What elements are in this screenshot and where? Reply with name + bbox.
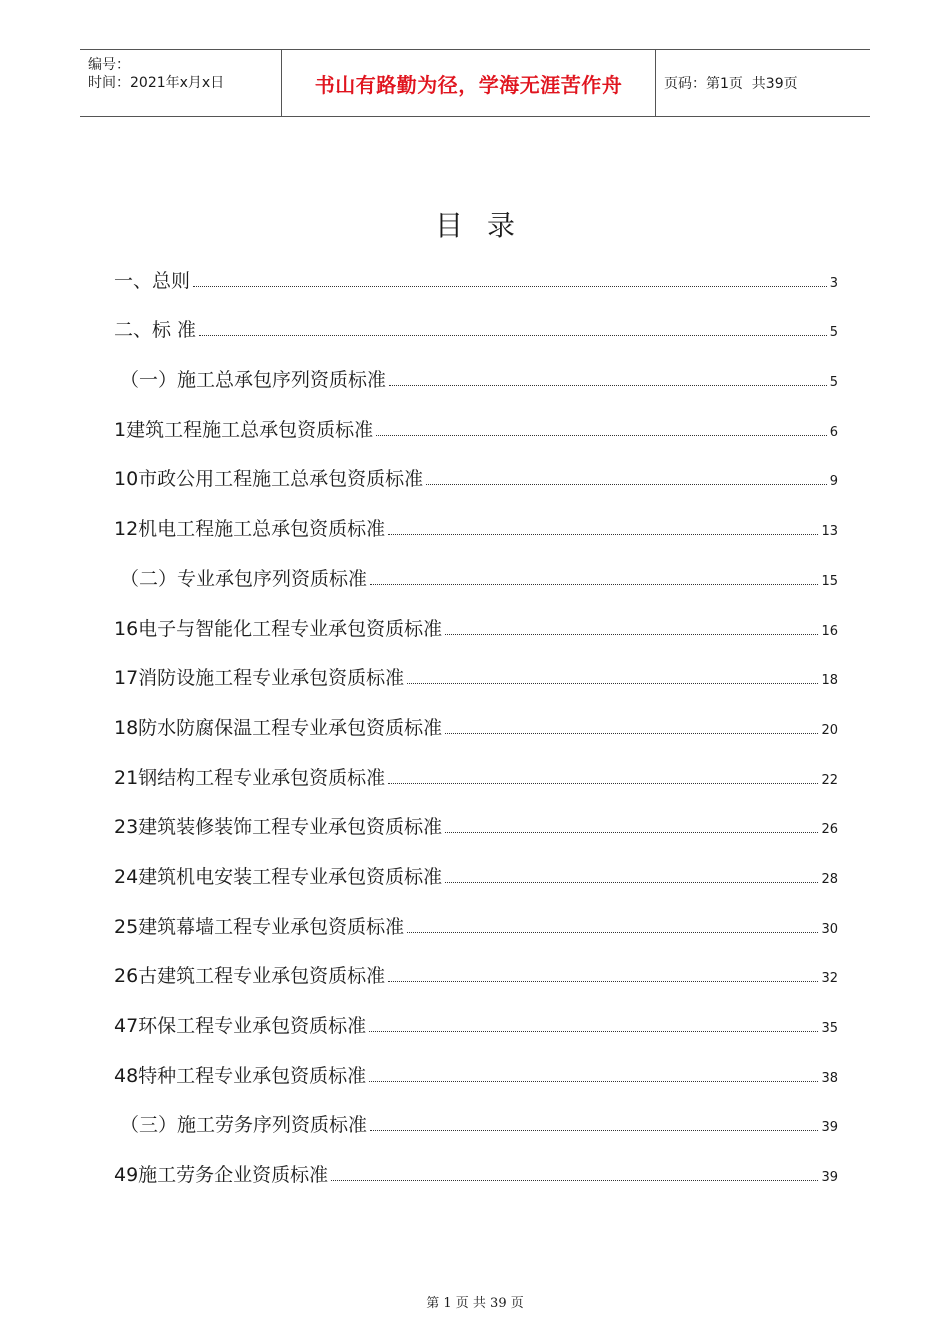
toc-dot-leader — [389, 384, 827, 386]
toc-dot-leader — [199, 334, 827, 336]
header-motto: 书山有路勤为径，学海无涯苦作舟 — [314, 72, 623, 97]
toc-entry-page: 5 — [829, 325, 838, 341]
toc-entry-text: 23建筑装修装饰工程专业承包资质标准 — [114, 816, 443, 839]
toc-entry-text: 1建筑工程施工总承包资质标准 — [114, 418, 374, 441]
toc-entry-page: 3 — [829, 275, 838, 291]
document-number-label: 编号： — [88, 57, 130, 73]
toc-entry[interactable] — [114, 950, 838, 1000]
toc-entry[interactable] — [114, 701, 838, 751]
toc-entry-page: 39 — [821, 1120, 838, 1136]
toc-entry-page: 5 — [829, 375, 838, 391]
toc-title: 目录 — [434, 209, 539, 242]
toc-dot-leader — [369, 1080, 818, 1082]
header-page-info: 页码：第1页 共39页 — [664, 76, 798, 92]
header-left-cell — [80, 50, 282, 116]
toc-dot-leader — [369, 1030, 818, 1032]
toc-entry[interactable] — [114, 801, 838, 851]
toc-entry-page: 22 — [821, 772, 838, 788]
toc-dot-leader — [407, 682, 818, 684]
document-time-label: 时间：2021年x月x日 — [88, 75, 225, 91]
toc-entry[interactable] — [114, 304, 838, 354]
toc-dot-leader — [388, 782, 818, 784]
toc-entry-page: 35 — [821, 1021, 838, 1036]
toc-dot-leader — [445, 881, 818, 883]
toc-entry[interactable] — [114, 602, 838, 652]
toc-entry[interactable] — [114, 353, 838, 403]
toc-entry[interactable] — [114, 453, 838, 503]
toc-entry-text: 16电子与智能化工程专业承包资质标准 — [114, 617, 443, 640]
toc-entry-page: 39 — [821, 1170, 838, 1186]
toc-entry-page: 38 — [821, 1070, 838, 1086]
toc-entry-page: 13 — [821, 524, 838, 540]
toc-entry-text: （一）施工总承包序列资质标准 — [120, 369, 387, 392]
toc-entry-text: 26古建筑工程专业承包资质标准 — [114, 965, 386, 988]
toc-entry-page: 26 — [821, 822, 838, 838]
toc-dot-leader — [426, 483, 827, 485]
toc-entry-text: 48特种工程专业承包资质标准 — [114, 1064, 367, 1087]
toc-entry-page: 15 — [821, 573, 838, 589]
toc-entry-text: 二、标 准 — [114, 319, 197, 342]
toc-dot-leader — [331, 1179, 818, 1181]
toc-entry-text: 一、总则 — [114, 269, 191, 292]
toc-entry-text: 21钢结构工程专业承包资质标准 — [114, 766, 386, 789]
toc-dot-leader — [370, 1129, 818, 1131]
toc-entry-text: 12机电工程施工总承包资质标准 — [114, 518, 386, 541]
toc-entry-text: 25建筑幕墙工程专业承包资质标准 — [114, 915, 405, 938]
toc-dot-leader — [388, 533, 818, 535]
toc-dot-leader — [376, 434, 827, 436]
toc-entry-text: 18防水防腐保温工程专业承包资质标准 — [114, 716, 443, 739]
toc-entry-page: 20 — [821, 722, 838, 738]
table-of-contents — [114, 254, 838, 1198]
toc-entry-page: 30 — [821, 921, 838, 937]
toc-entry[interactable] — [114, 552, 838, 602]
toc-dot-leader — [407, 931, 818, 933]
toc-entry-page: 28 — [821, 871, 838, 887]
toc-entry[interactable] — [114, 850, 838, 900]
toc-entry-text: （三）施工劳务序列资质标准 — [120, 1114, 368, 1137]
toc-dot-leader — [370, 583, 818, 585]
toc-dot-leader — [445, 732, 818, 734]
toc-entry[interactable] — [114, 254, 838, 304]
toc-dot-leader — [388, 980, 818, 982]
toc-entry-text: 49施工劳务企业资质标准 — [114, 1164, 329, 1187]
header-motto-cell — [282, 50, 656, 116]
toc-entry[interactable] — [114, 652, 838, 702]
toc-entry[interactable] — [114, 1049, 838, 1099]
toc-entry-text: 47环保工程专业承包资质标准 — [114, 1015, 367, 1037]
header-page-cell — [656, 50, 870, 116]
toc-entry[interactable] — [114, 900, 838, 950]
toc-dot-leader — [445, 633, 818, 635]
footer-page-number: 第 1 页 共 39 页 — [426, 1296, 524, 1311]
toc-entry-text: 17消防设施工程专业承包资质标准 — [114, 667, 405, 690]
page-header — [80, 49, 870, 117]
toc-entry[interactable] — [114, 1148, 838, 1198]
toc-entry-text: 24建筑机电安装工程专业承包资质标准 — [114, 865, 443, 888]
toc-entry-page: 16 — [821, 623, 838, 639]
toc-entry-page: 32 — [821, 971, 838, 987]
toc-entry-page: 6 — [829, 424, 838, 440]
toc-entry-page: 18 — [821, 673, 838, 689]
toc-entry[interactable] — [114, 1099, 838, 1149]
toc-entry[interactable] — [114, 751, 838, 801]
toc-entry[interactable] — [114, 502, 838, 552]
page-footer — [0, 1292, 950, 1311]
toc-entry-text: （二）专业承包序列资质标准 — [120, 567, 368, 590]
toc-entry[interactable] — [114, 403, 838, 453]
toc-dot-leader — [193, 285, 827, 287]
toc-entry-page: 9 — [829, 474, 838, 490]
toc-dot-leader — [445, 831, 818, 833]
toc-entry[interactable] — [114, 999, 838, 1049]
toc-entry-text: 10市政公用工程施工总承包资质标准 — [114, 468, 424, 491]
